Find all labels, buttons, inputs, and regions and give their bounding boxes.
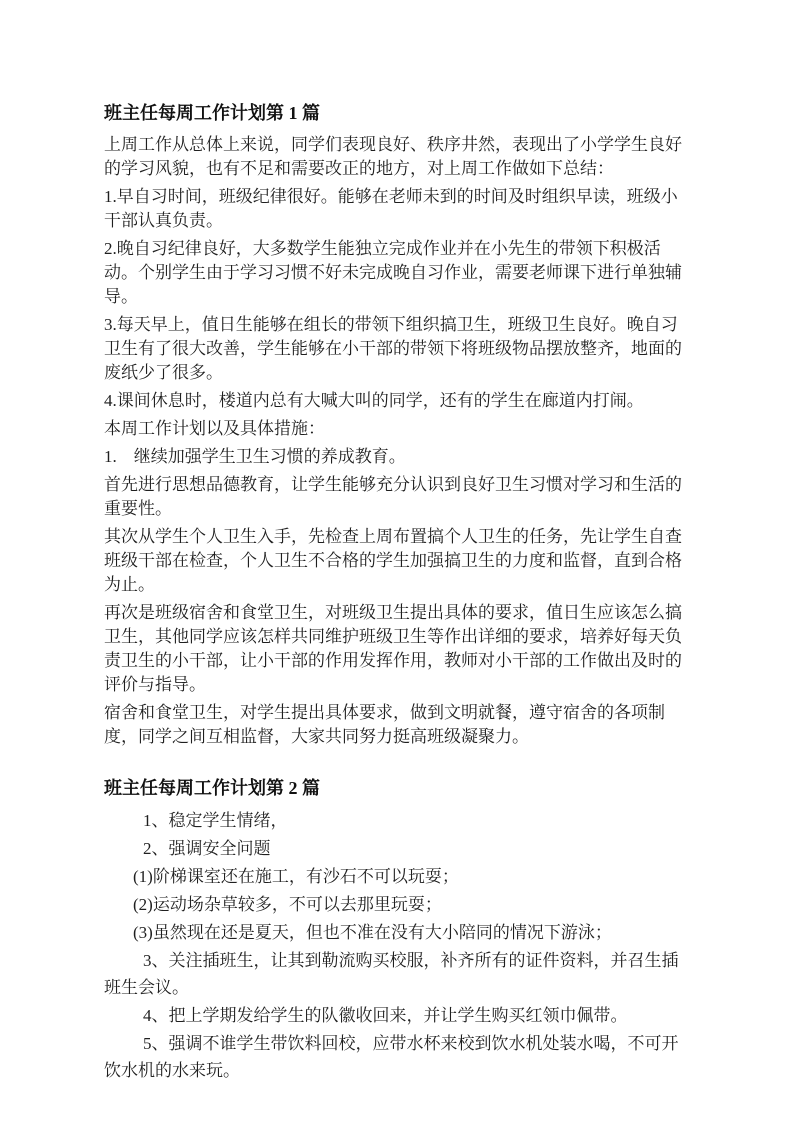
section-plan-2 <box>104 775 682 1084</box>
body-paragraph: 上周工作从总体上来说，同学们表现良好、秩序井然，表现出了小学学生良好的学习风貌，也有不足和需要改正的地方，对上周工作做如下总结： <box>104 135 682 178</box>
body-paragraph: 3.每天早上，值日生能够在组长的带领下组织搞卫生，班级卫生良好。晚自习卫生有了很大改善，学生能够在小干部的带领下将班级物品摆放整齐，地面的废纸少了很多。 <box>104 315 682 382</box>
body-paragraph: 4.课间休息时，楼道内总有大喊大叫的同学，还有的学生在廊道内打闹。 <box>104 391 644 410</box>
body-paragraph: 本周工作计划以及具体措施： <box>104 419 325 438</box>
section-2-title: 班主任每周工作计划第 2 篇 <box>104 778 320 798</box>
body-paragraph: 1.早自习时间，班级纪律很好。能够在老师未到的时间及时组织早读，班级小干部认真负责。 <box>104 187 678 230</box>
body-paragraph: 再次是班级宿舍和食堂卫生，对班级卫生提出具体的要求，值日生应该怎么搞卫生，其他同学应该怎样共同维护班级卫生等作出详细的要求，培养好每天负责卫生的小干部，让小干部的作用发挥作用，教师对小干部的工作做出及时的评价与指导。 <box>104 603 682 694</box>
body-paragraph: 1. 继续加强学生卫生习惯的养成教育。 <box>104 447 406 466</box>
section-1-title: 班主任每周工作计划第 1 篇 <box>104 103 320 123</box>
body-paragraph: 其次从学生个人卫生入手，先检查上周布置搞个人卫生的任务，先让学生自查班级干部在检查，个人卫生不合格的学生加强搞卫生的力度和监督，直到合格为止。 <box>104 527 682 594</box>
list-item-parenthesized: (3)虽然现在还是夏天，但也不准在没有大小陪同的情况下游泳； <box>133 923 612 942</box>
list-item-parenthesized: (1)阶梯课室还在施工，有沙石不可以玩耍； <box>133 867 459 886</box>
body-paragraph: 2.晚自习纪律良好，大多数学生能独立完成作业并在小先生的带领下积极活动。个别学生由于学习习惯不好未完成晚自习作业，需要老师课下进行单独辅导。 <box>104 239 682 306</box>
body-paragraph: 宿舍和食堂卫生，对学生提出具体要求，做到文明就餐，遵守宿舍的各项制度，同学之间互相监督，大家共同努力挺高班级凝聚力。 <box>104 703 665 746</box>
list-item-parenthesized: (2)运动场杂草较多，不可以去那里玩耍； <box>133 895 442 914</box>
list-item-numbered: 3、关注插班生，让其到勒流购买校服，补齐所有的证件资料，并召生插班生会议。 <box>104 951 679 997</box>
list-item-numbered: 5、强调不谁学生带饮料回校，应带水杯来校到饮水机处装水喝，不可开饮水机的水来玩。 <box>104 1034 679 1080</box>
list-item-numbered: 2、强调安全问题 <box>143 839 271 858</box>
section-plan-1 <box>104 100 682 749</box>
list-item-numbered: 1、稳定学生情绪， <box>143 811 288 830</box>
list-item-numbered: 4、把上学期发给学生的队徽收回来，并让学生购买红领巾佩带。 <box>143 1006 628 1025</box>
body-paragraph: 首先进行思想品德教育，让学生能够充分认识到良好卫生习惯对学习和生活的重要性。 <box>104 475 682 518</box>
